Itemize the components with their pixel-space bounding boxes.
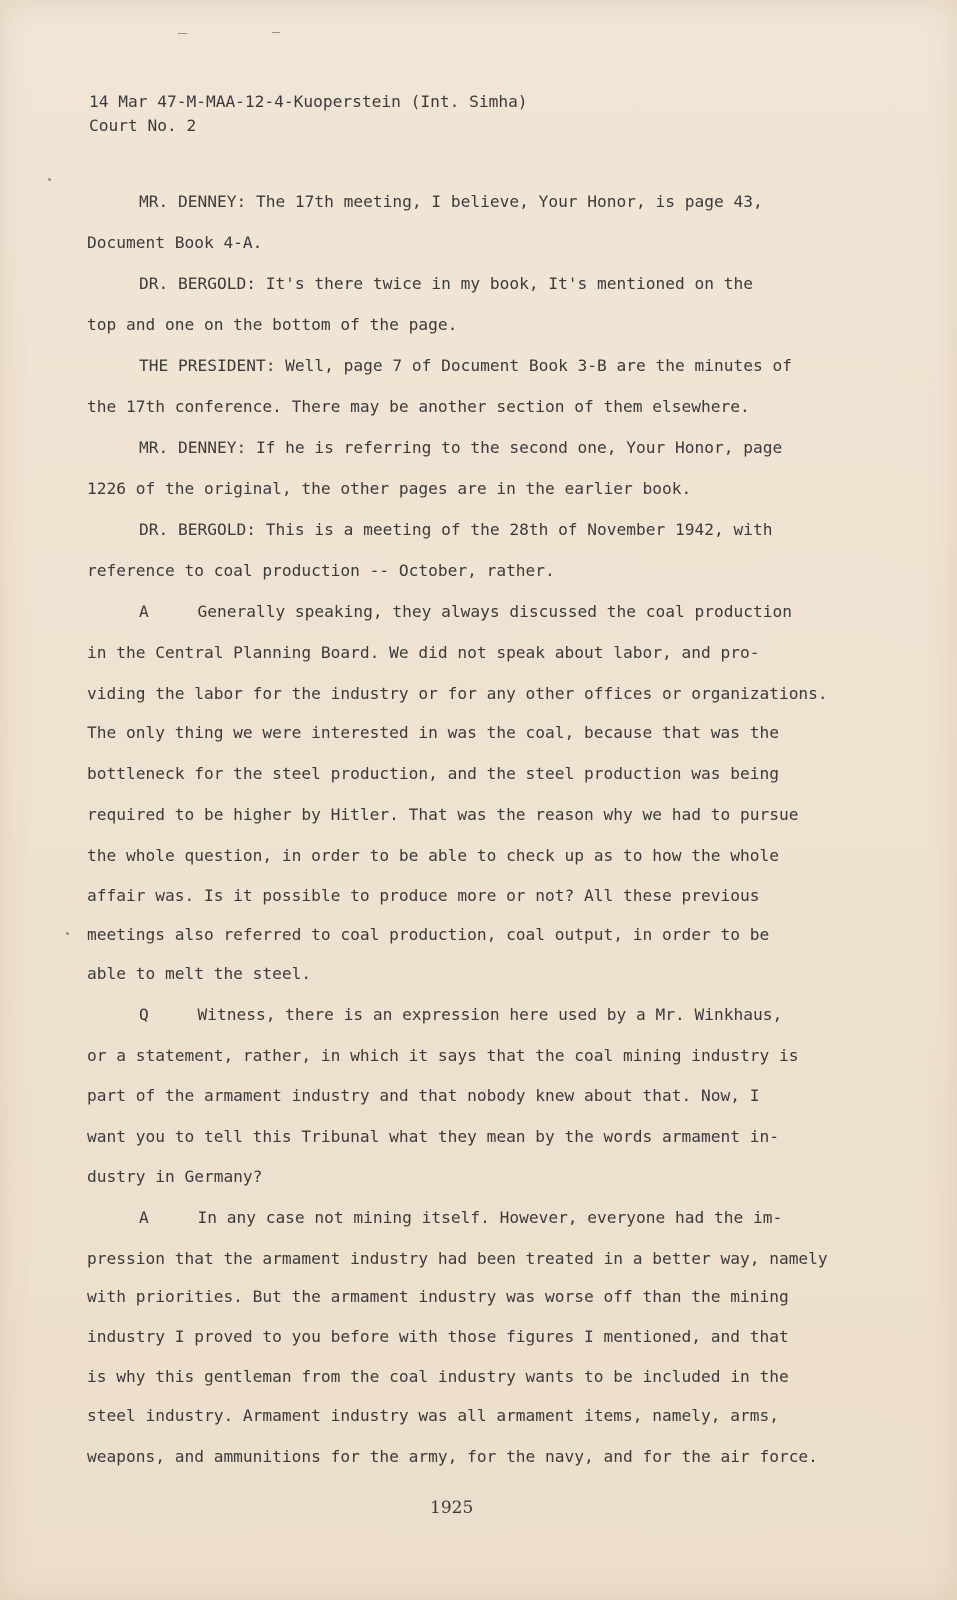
case-header <box>89 90 528 138</box>
transcript-line: required to be higher by Hitler. That was the reason why we had to pursue <box>87 805 799 824</box>
transcript-line: MR. DENNEY: If he is referring to the second one, Your Honor, page <box>139 438 783 457</box>
court-number: Court No. 2 <box>89 116 197 135</box>
transcript-line: 1226 of the original, the other pages are in the earlier book. <box>87 479 692 498</box>
transcript-line: meetings also referred to coal production, coal output, in order to be <box>87 925 770 944</box>
paper-speck <box>48 178 51 181</box>
transcript-line: viding the labor for the industry or for any other offices or organizations. <box>87 684 828 703</box>
transcript-line: top and one on the bottom of the page. <box>87 315 458 334</box>
transcript-line: Q Witness, there is an expression here used by a Mr. Winkhaus, <box>139 1005 783 1024</box>
transcript-line: part of the armament industry and that nobody knew about that. Now, I <box>87 1086 760 1105</box>
transcript-line: steel industry. Armament industry was all armament items, namely, arms, <box>87 1406 779 1425</box>
transcript-line: weapons, and ammunitions for the army, for the navy, and for the air force. <box>87 1447 818 1466</box>
transcript-line: reference to coal production -- October, rather. <box>87 561 555 580</box>
transcript-line: or a statement, rather, in which it says that the coal mining industry is <box>87 1046 799 1065</box>
transcript-line: MR. DENNEY: The 17th meeting, I believe, Your Honor, is page 43, <box>139 192 763 211</box>
transcript-line: DR. BERGOLD: This is a meeting of the 28th of November 1942, with <box>139 520 773 539</box>
transcript-line: affair was. Is it possible to produce more or not? All these previous <box>87 886 760 905</box>
transcript-line: A In any case not mining itself. However, everyone had the im- <box>139 1208 783 1227</box>
transcript-line: the 17th conference. There may be another section of them elsewhere. <box>87 397 750 416</box>
transcript-line: in the Central Planning Board. We did not speak about labor, and pro- <box>87 643 760 662</box>
transcript-line: able to melt the steel. <box>87 964 312 983</box>
transcript-line: THE PRESIDENT: Well, page 7 of Document Book 3-B are the minutes of <box>139 356 792 375</box>
transcript-line: with priorities. But the armament industry was worse off than the mining <box>87 1287 789 1306</box>
paper-mark <box>272 32 280 33</box>
transcript-line: the whole question, in order to be able to check up as to how the whole <box>87 846 779 865</box>
paper-speck <box>66 932 69 935</box>
paper-mark <box>178 33 187 34</box>
transcript-line: dustry in Germany? <box>87 1167 263 1186</box>
page-number: 1925 <box>430 1498 474 1518</box>
transcript-line: DR. BERGOLD: It's there twice in my book, It's mentioned on the <box>139 274 753 293</box>
transcript-line: industry I proved to you before with those figures I mentioned, and that <box>87 1327 789 1346</box>
transcript-line: want you to tell this Tribunal what they mean by the words armament in- <box>87 1127 779 1146</box>
transcript-line: is why this gentleman from the coal industry wants to be included in the <box>87 1367 789 1386</box>
transcript-line: Document Book 4-A. <box>87 233 263 252</box>
case-reference: 14 Mar 47-M-MAA-12-4-Kuoperstein (Int. Simha) <box>89 92 528 111</box>
transcript-line: bottleneck for the steel production, and the steel production was being <box>87 764 779 783</box>
transcript-line: A Generally speaking, they always discussed the coal production <box>139 602 792 621</box>
transcript-line: The only thing we were interested in was the coal, because that was the <box>87 723 779 742</box>
transcript-line: pression that the armament industry had been treated in a better way, namely <box>87 1249 828 1268</box>
